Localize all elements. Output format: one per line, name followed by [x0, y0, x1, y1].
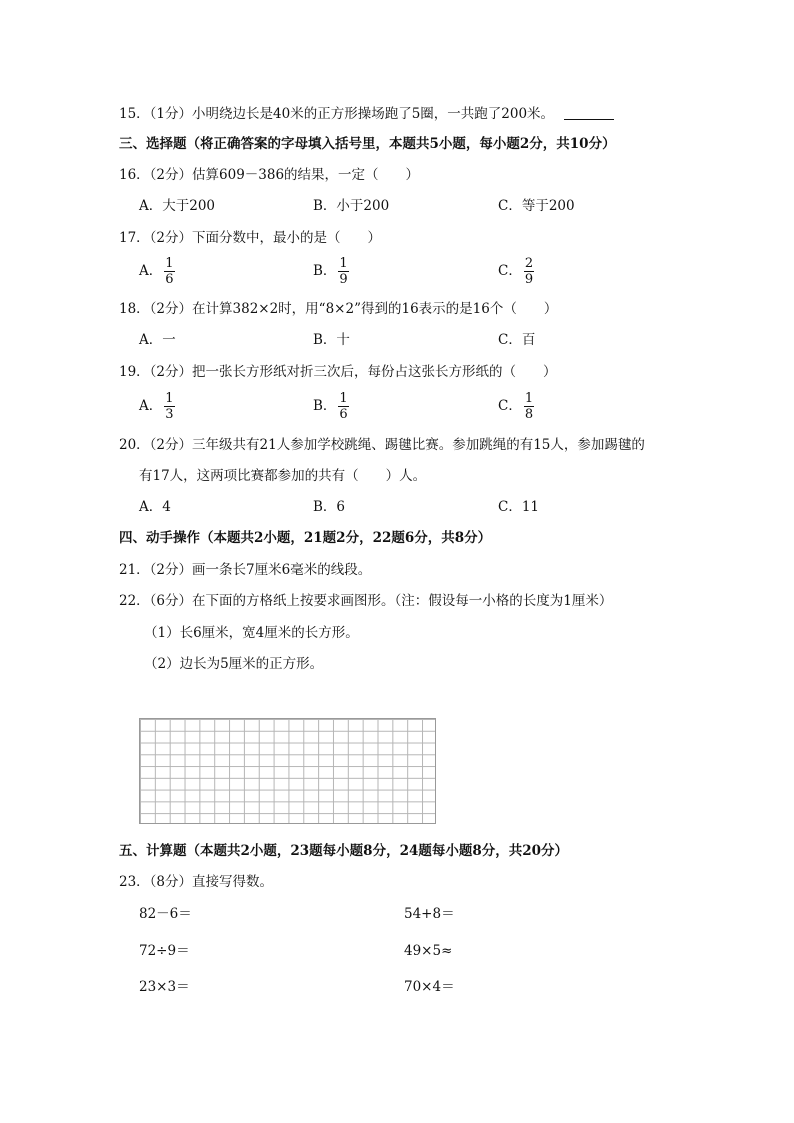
- question-18: 18．（2分）在计算382×2时，用“8×2”得到的16表示的是16个（ ）: [119, 301, 558, 317]
- fraction: [524, 391, 534, 422]
- denominator: 6: [339, 407, 348, 422]
- question-15: [119, 104, 614, 124]
- section-4-title: 四、动手操作（本题共2小题，21题2分，22题6分，共8分）: [119, 530, 492, 546]
- option-label: B．: [313, 263, 337, 279]
- option-label: C．: [498, 398, 522, 414]
- numerator: 2: [524, 256, 534, 271]
- numerator: 1: [339, 391, 348, 406]
- q17-option-c[interactable]: [498, 256, 534, 287]
- numerator: 1: [165, 391, 174, 406]
- q20-option-c[interactable]: C．11: [498, 499, 540, 515]
- graph-paper-grid[interactable]: [139, 718, 436, 824]
- question-21: 21．（2分）画一条长7厘米6毫米的线段。: [119, 562, 372, 578]
- question-22-part-2: （2）边长为5厘米的正方形。: [144, 656, 324, 672]
- section-5-title: 五、计算题（本题共2小题，23题每小题8分，24题每小题8分，共20分）: [119, 843, 569, 859]
- calc-item-6[interactable]: 70×4＝: [404, 979, 455, 995]
- fraction: [164, 391, 174, 422]
- question-23: 23．（8分）直接写得数。: [119, 874, 274, 890]
- question-20-line-1: 20．（2分）三年级共有21人参加学校跳绳、踢毽比赛。参加跳绳的有15人，参加踢毽的: [119, 437, 645, 453]
- option-label: A．: [139, 398, 163, 414]
- answer-blank[interactable]: [564, 105, 614, 120]
- option-label: C．: [498, 263, 522, 279]
- fraction: [338, 391, 348, 422]
- q20-option-b[interactable]: B．6: [313, 499, 346, 515]
- numerator: 1: [524, 391, 534, 406]
- q19-option-c[interactable]: [498, 391, 534, 422]
- q16-option-b[interactable]: B．小于200: [313, 198, 390, 214]
- numerator: 1: [339, 256, 348, 271]
- question-15-text: 15．（1分）小明绕边长是40米的正方形操场跑了5圈，一共跑了200米。: [119, 106, 555, 122]
- q20-option-a[interactable]: A．4: [139, 499, 171, 515]
- section-3-title: 三、选择题（将正确答案的字母填入括号里，本题共5小题，每小题2分，共10分）: [119, 136, 616, 152]
- q16-option-c[interactable]: C．等于200: [498, 198, 575, 214]
- numerator: 1: [165, 256, 174, 271]
- calc-item-5[interactable]: 23×3＝: [139, 979, 190, 995]
- calc-item-3[interactable]: 72÷9＝: [139, 943, 190, 959]
- calc-item-1[interactable]: 82－6＝: [139, 906, 192, 922]
- q18-option-b[interactable]: B．十: [313, 332, 350, 348]
- denominator: 9: [339, 272, 348, 287]
- q19-option-b[interactable]: [313, 391, 349, 422]
- fraction: [338, 256, 348, 287]
- question-16: 16．（2分）估算609－386的结果，一定（ ）: [119, 167, 420, 183]
- q18-option-c[interactable]: C．百: [498, 332, 536, 348]
- option-label: A．: [139, 263, 163, 279]
- calc-item-4[interactable]: 49×5≈: [404, 943, 453, 959]
- fraction: [524, 256, 534, 287]
- q18-option-a[interactable]: A．一: [139, 332, 176, 348]
- calc-item-2[interactable]: 54+8＝: [404, 906, 455, 922]
- q16-option-a[interactable]: A．大于200: [139, 198, 216, 214]
- question-19: 19．（2分）把一张长方形纸对折三次后，每份占这张长方形纸的（ ）: [119, 364, 557, 380]
- denominator: 8: [524, 407, 534, 422]
- question-22-part-1: （1）长6厘米，宽4厘米的长方形。: [144, 625, 359, 641]
- denominator: 9: [524, 272, 534, 287]
- q17-option-a[interactable]: [139, 256, 175, 287]
- q17-option-b[interactable]: [313, 256, 349, 287]
- option-label: B．: [313, 398, 337, 414]
- fraction: [164, 256, 174, 287]
- denominator: 6: [165, 272, 174, 287]
- question-17: 17．（2分）下面分数中，最小的是（ ）: [119, 230, 382, 246]
- question-22: 22．（6分）在下面的方格纸上按要求画图形。（注：假设每一小格的长度为1厘米）: [119, 593, 613, 609]
- question-20-line-2: 有17人，这两项比赛都参加的共有（ ）人。: [139, 468, 427, 484]
- denominator: 3: [165, 407, 174, 422]
- q19-option-a[interactable]: [139, 391, 175, 422]
